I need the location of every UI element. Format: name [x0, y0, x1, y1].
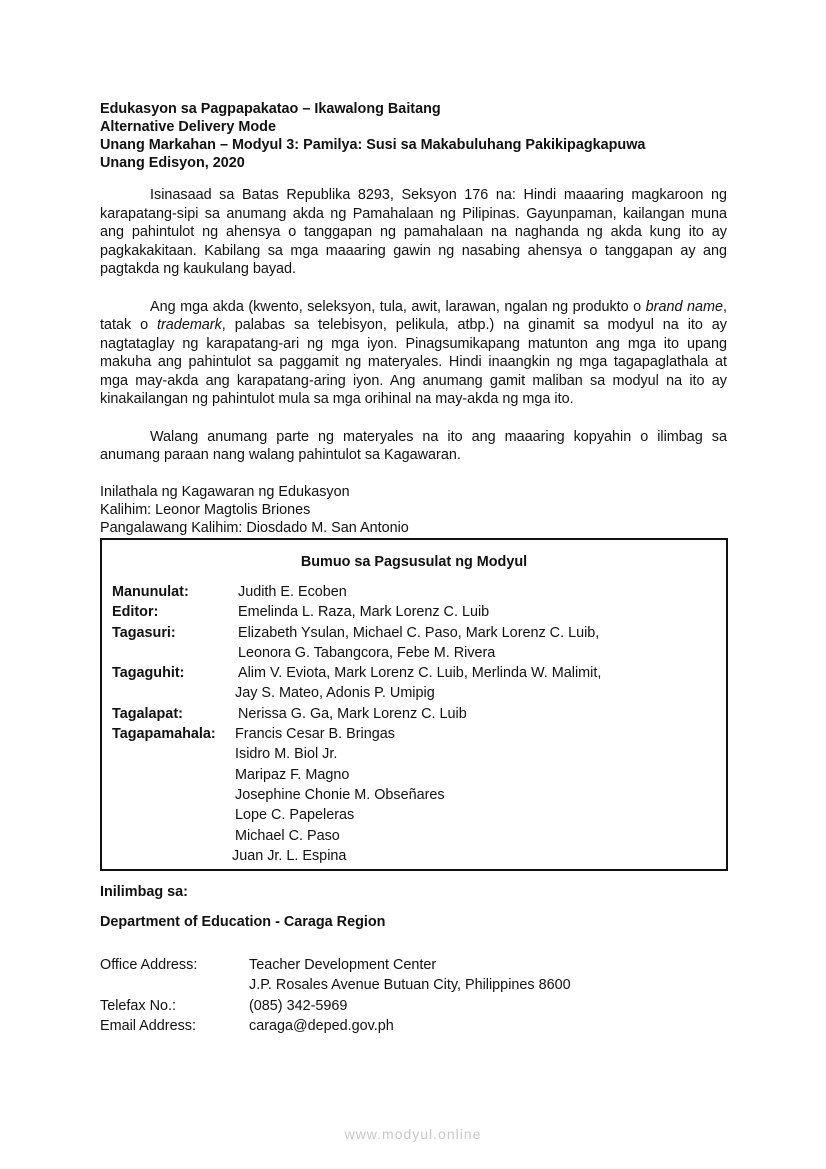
- credit-row: [112, 826, 712, 846]
- document-header: [100, 100, 727, 172]
- office-row-2: [100, 975, 700, 995]
- office-row: [100, 955, 700, 975]
- telefax-label: Telefax No.:: [100, 997, 176, 1014]
- credit-row: [112, 623, 712, 643]
- credit-names: Isidro M. Biol Jr.: [235, 746, 338, 763]
- reproduction-paragraph: [100, 428, 727, 465]
- credit-role: Tagalapat:: [112, 705, 183, 722]
- office-label: Office Address:: [100, 957, 198, 973]
- credit-row: [109, 846, 712, 866]
- credit-names: Francis Cesar B. Bringas: [235, 726, 395, 743]
- credit-row: [112, 724, 712, 744]
- credit-names: Juan Jr. L. Espina: [232, 847, 347, 864]
- credit-row: [112, 785, 712, 805]
- credit-names: Elizabeth Ysulan, Michael C. Paso, Mark Lorenz C. Luib,: [238, 624, 600, 641]
- subject-title: Edukasyon sa Pagpapakatao – Ikawalong Baitang: [100, 101, 441, 117]
- credit-names: Lope C. Papeleras: [235, 807, 355, 824]
- office-address-line1: Teacher Development Center: [249, 957, 437, 973]
- copyright-text: Isinasaad sa Batas Republika 8293, Seksyon 176 na: Hindi maaaring magkaroon ng karapatang-sipi sa anumang akda ng Pamahalaan ng Pilipinas. Gayunpaman, kailangan muna ang pahintulot ng ahensya o tanggapan ng pamahalaan na naghanda ng akda kung ito ay pagkakakitaan. Kabilang sa mga maaaring gawin ng nasabing ahensya o tanggapan ay ang pagtakda ng kaukulang bayad.: [100, 187, 727, 277]
- reproduction-text: Walang anumang parte ng materyales na ito ang maaaring kopyahin o ilimbag sa anumang paraan nang walang pahintulot sa Kagawaran.: [100, 428, 727, 463]
- credit-row: [112, 683, 712, 703]
- credit-names: Nerissa G. Ga, Mark Lorenz C. Luib: [238, 705, 467, 722]
- printed-label: Inilimbag sa:: [100, 884, 188, 900]
- region-name: Department of Education - Caraga Region: [100, 914, 386, 930]
- trademark-text-c: , palabas sa telebisyon, pelikula, atbp.) na ginamit sa modyul na ito ay nagtataglay ng karapatang-ari ng mga iyon. Pinagsumikapang matunton ang mga ito upang makuha ang pahintulot sa paggamit ng materyales. Hindi inaangkin ng mga tagapaglathala at mga may-akda ang karapatang-aring iyon. Ang anumang gamit maliban sa modyul na ito ay kinakailangan ng pahintulot mula sa mga orihinal na may-akda ng mga ito.: [100, 317, 728, 407]
- credit-names: Judith E. Ecoben: [238, 584, 347, 600]
- watermark: www.modyul.online: [344, 1126, 482, 1142]
- module-title: Unang Markahan – Modyul 3: Pamilya: Susi sa Makabuluhang Pakikipagkapuwa: [100, 137, 646, 153]
- copyright-paragraph: [100, 186, 727, 279]
- credit-role: Manunulat:: [112, 584, 189, 600]
- trademark-term: trademark: [157, 317, 222, 333]
- credit-row: [112, 582, 712, 602]
- trademark-text-a: Ang mga akda (kwento, seleksyon, tula, awit, larawan, ngalan ng produkto o: [150, 298, 646, 315]
- credit-names: Leonora G. Tabangcora, Febe M. Rivera: [238, 644, 496, 661]
- email-address: caraga@deped.gov.ph: [249, 1017, 394, 1034]
- credit-row: [112, 602, 712, 622]
- brand-name-term: brand name: [645, 298, 723, 315]
- undersecretary-line: Pangalawang Kalihim: Diosdado M. San Antonio: [100, 519, 409, 536]
- publisher-line: Inilathala ng Kagawaran ng Edukasyon: [100, 483, 350, 500]
- edition: Unang Edisyon, 2020: [100, 155, 245, 171]
- credit-row: [112, 663, 712, 683]
- credit-row: [112, 805, 712, 825]
- trademark-text-b: , tatak o: [100, 298, 727, 333]
- credit-row: [112, 744, 712, 764]
- trademark-paragraph: [100, 298, 727, 409]
- secretary-line: Kalihim: Leonor Magtolis Briones: [100, 501, 311, 518]
- publisher-block: [100, 483, 727, 537]
- document-page: [100, 100, 727, 537]
- credit-role: Tagapamahala:: [112, 726, 216, 743]
- credit-row: [112, 765, 712, 785]
- credit-role: Editor:: [112, 604, 159, 621]
- delivery-mode: Alternative Delivery Mode: [100, 119, 276, 135]
- credits-list: [112, 582, 712, 866]
- telefax-row: [100, 996, 700, 1016]
- office-address-line2: J.P. Rosales Avenue Butuan City, Philippines 8600: [249, 977, 571, 994]
- telefax-number: (085) 342-5969: [249, 997, 348, 1014]
- contact-block: [100, 955, 700, 1036]
- email-row: [100, 1016, 700, 1036]
- credit-row: [112, 643, 712, 663]
- credits-box: [100, 538, 728, 871]
- credit-names: Josephine Chonie M. Obseñares: [235, 786, 445, 803]
- credit-role: Tagaguhit:: [112, 665, 185, 682]
- credit-names: Emelinda L. Raza, Mark Lorenz C. Luib: [238, 604, 490, 621]
- credit-names: Maripaz F. Magno: [235, 766, 350, 783]
- credit-role: Tagasuri:: [112, 624, 176, 641]
- credit-names: Alim V. Eviota, Mark Lorenz C. Luib, Merlinda W. Malimit,: [238, 665, 602, 682]
- credit-names: Jay S. Mateo, Adonis P. Umipig: [235, 685, 435, 702]
- credits-title: Bumuo sa Pagsusulat ng Modyul: [300, 554, 528, 570]
- credit-row: [112, 704, 712, 724]
- credit-names: Michael C. Paso: [235, 827, 340, 844]
- email-label: Email Address:: [100, 1017, 196, 1034]
